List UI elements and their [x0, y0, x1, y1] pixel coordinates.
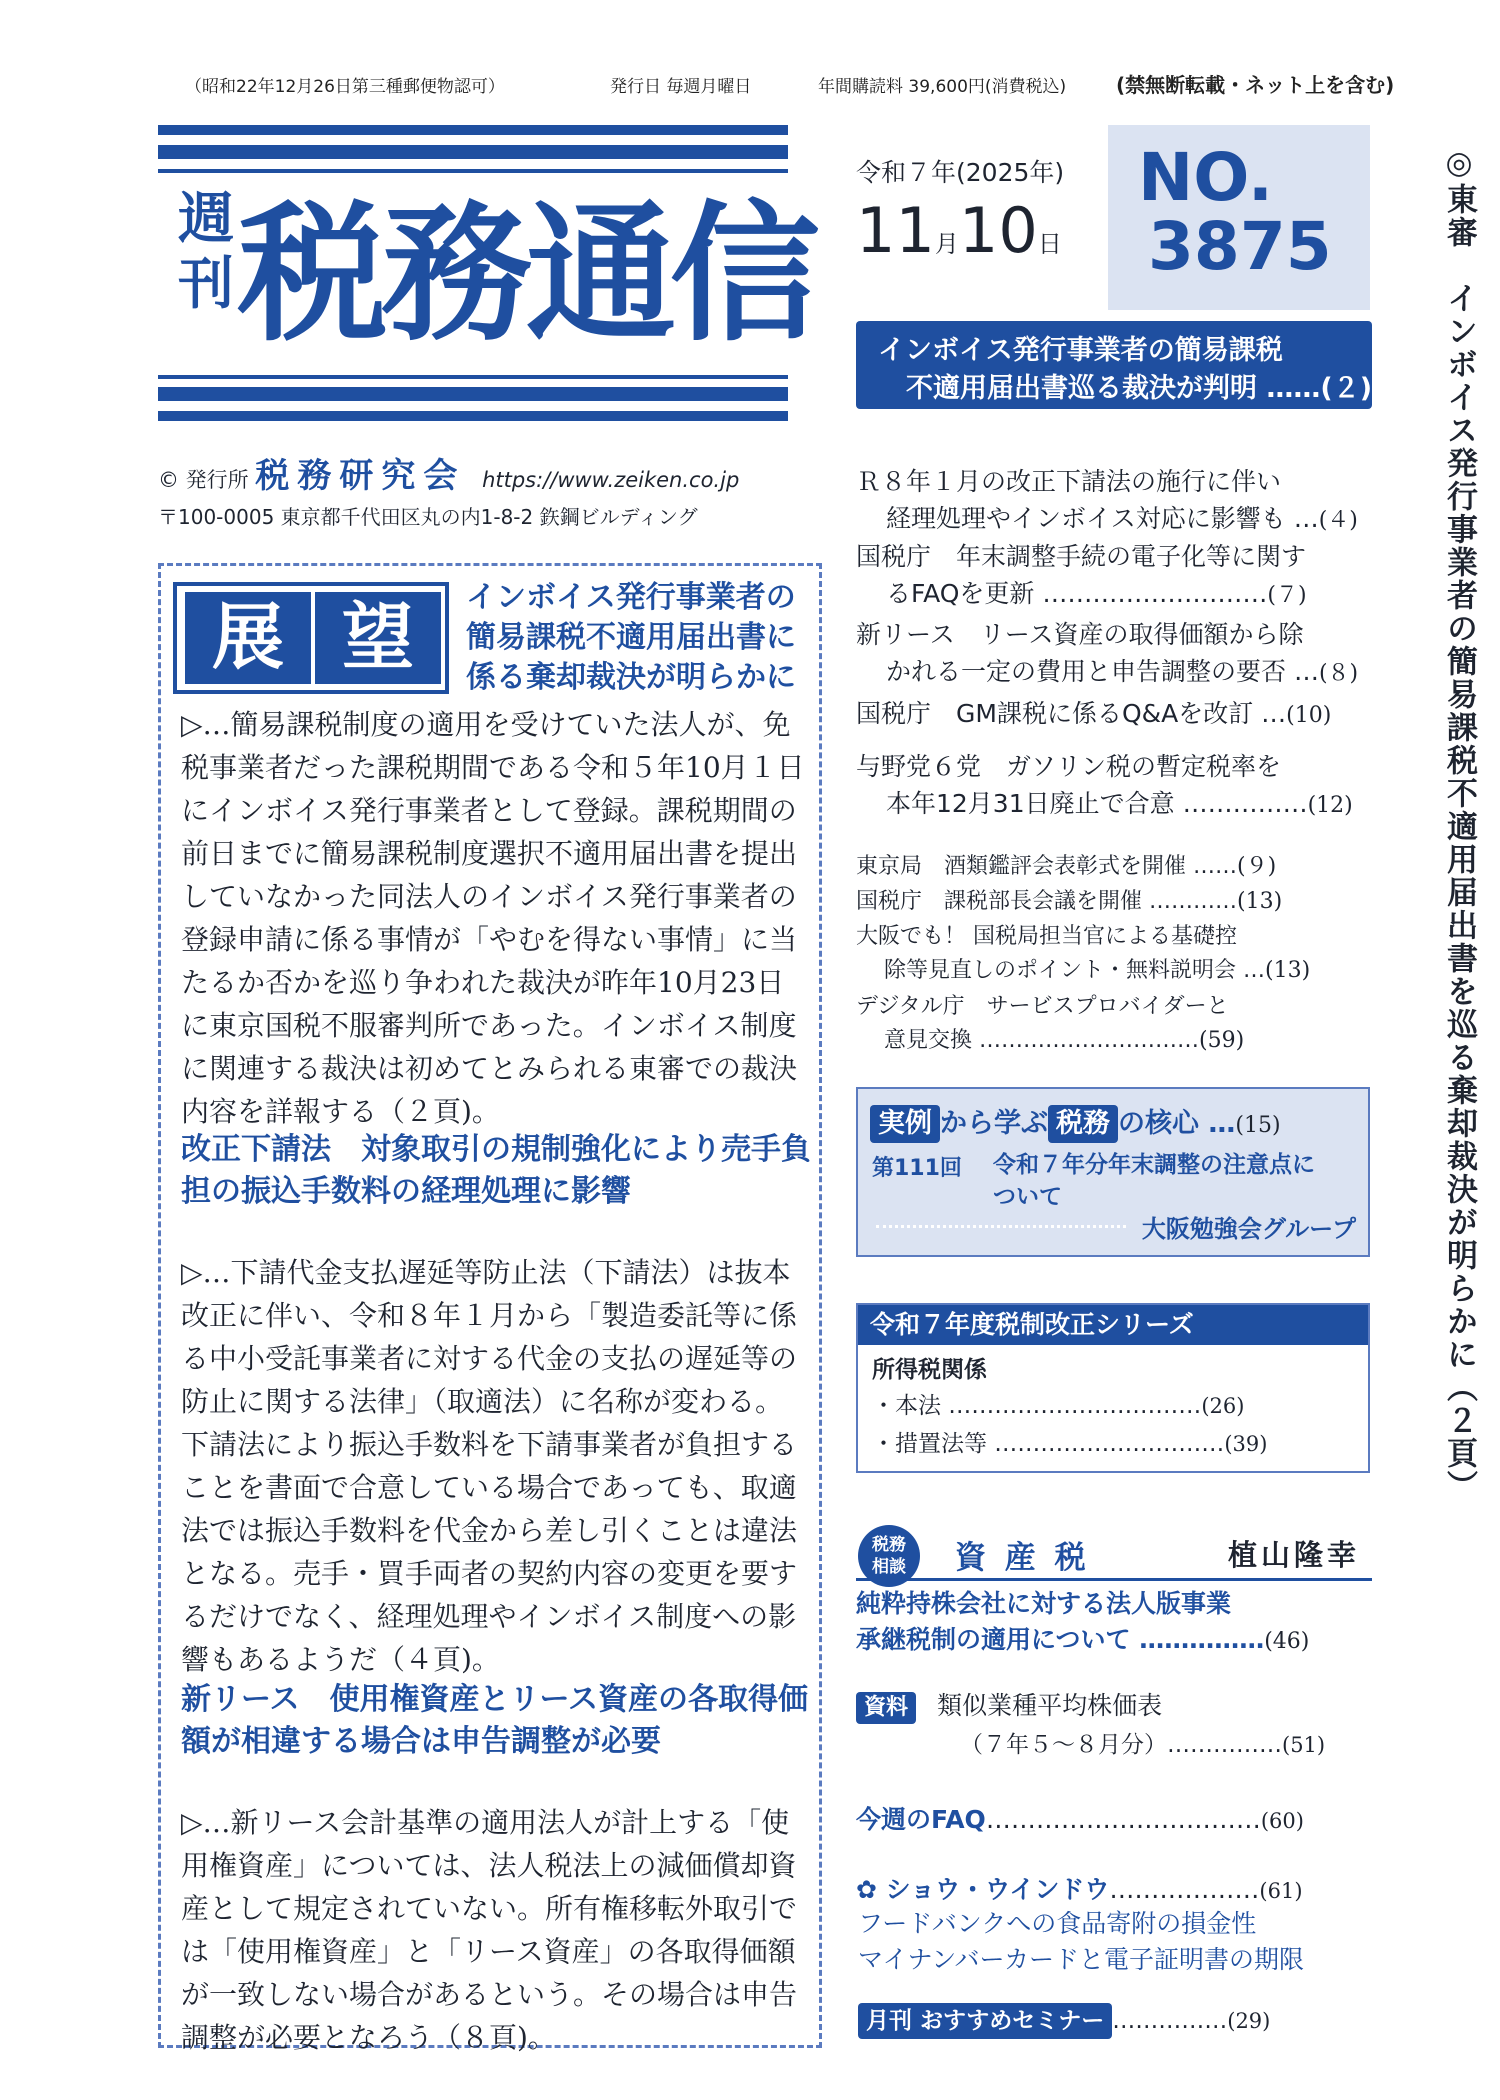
cover-headline-line2: 不適用届出書巡る裁決が判明 ……(２) [906, 373, 1373, 404]
case-author: 大阪勉強会グループ [1141, 1215, 1356, 1243]
lead-article-title[interactable]: インボイス発行事業者の簡易課税不適用届出書に係る棄却裁決が明らかに [466, 580, 796, 695]
article3-body: ▷…新リース会計基準の適用法人が計上する「使用権資産」については、法人税法上の減価償却資産として規定されていない。所有権移転外取引では「使用権資産」と「リース資産」の各取得価額が一致しない場合があるという。その場合は申告調整が必要となろう（８頁)。 [181, 1806, 798, 2054]
toc-small-line2: 意見交換 ………………………… [884, 1028, 1199, 1053]
masthead-title: 税務通信 [238, 188, 815, 362]
toc-item-line1: 与野党６党 ガソリン税の暫定税率を [856, 752, 1282, 781]
show-window-line1: フードバンクへの食品寄附の損金性 [858, 1909, 1257, 1938]
toc-item[interactable] [856, 616, 1358, 692]
materials-title: 類似業種平均株価表 [937, 1691, 1163, 1720]
case-tag-zeimu: 税務 [1048, 1105, 1118, 1143]
show-window-topics [858, 1906, 1304, 1978]
show-window-dots: ……………… [1109, 1875, 1260, 1904]
toc-small-item[interactable] [856, 885, 1282, 919]
tenbo-char-1: 展 [185, 592, 311, 684]
day-unit: 日 [1037, 230, 1062, 258]
lead-article-body: ▷…簡易課税制度の適用を受けていた法人が、免税事業者だった課税期間である令和５年10月１日にインボイス発行事業者として登録。課税期間の前日までに簡易課税制度選択不適用届出書を提出していなかった同法人のインボイス発行事業者の登録申請に係る事情が「やむを得ない事情」に当たるか否かを巡り争われた裁決が昨年10月23日に東京国税不服審判所であった。インボイス制度に関連する裁決は初めてとみられる東審での裁決内容を詳報する（２頁)。 [181, 708, 805, 1128]
materials-page: (51) [1282, 1733, 1326, 1757]
publisher-prefix: © 発行所 [158, 468, 249, 492]
toc-item[interactable] [856, 748, 1353, 824]
tax-reform-series-box[interactable] [856, 1303, 1370, 1473]
publish-day: 発行日 毎週月曜日 [610, 77, 752, 97]
show-window-line2: マイナンバーカードと電子証明書の期限 [858, 1945, 1305, 1974]
toc-item-line2: 本年12月31日廃止で合意 …………… [886, 789, 1308, 818]
reform-category: 所得税関係 [872, 1357, 987, 1383]
toc-item-page: (７) [1267, 583, 1307, 608]
case-mid2: の核心 … [1118, 1108, 1236, 1139]
seminar-item[interactable] [858, 2003, 1270, 2039]
consult-article[interactable] [856, 1586, 1309, 1660]
materials-sub [960, 1726, 1325, 1759]
toc-small-item[interactable] [856, 920, 1310, 988]
toc-small-line1: 東京局 酒類鑑評会表彰式を開催 …… [856, 854, 1237, 879]
publisher-name: 税務研究会 [255, 456, 466, 496]
seminar-dots: …………… [1112, 2008, 1228, 2034]
toc-small-item[interactable] [856, 850, 1276, 884]
consult-author: 植山隆幸 [1228, 1538, 1361, 1572]
publisher-url[interactable]: https://www.zeiken.co.jp [482, 468, 740, 492]
vertical-headline: ◎東審 インボイス発行事業者の簡易課税不適用届出書を巡る棄却裁決が明らかに（２頁） [1441, 145, 1477, 1503]
cover-headline-box[interactable] [856, 321, 1372, 409]
faq-dots: …………………………… [985, 1805, 1261, 1834]
postal-permit: （昭和22年12月26日第三種郵便物認可） [185, 77, 505, 97]
faq-title: 今週のFAQ [856, 1805, 986, 1834]
toc-small-page: (59) [1199, 1028, 1245, 1053]
reform-item-1[interactable] [872, 1387, 1244, 1420]
toc-item-line1: 国税庁 年末調整手続の電子化等に関す [856, 542, 1307, 571]
toc-item-page: (８) [1318, 661, 1359, 686]
masthead [158, 125, 815, 427]
consult-page: (46) [1264, 1629, 1310, 1654]
issue-number: 3875 [1148, 208, 1332, 285]
subscription-fee: 年間購読料 39,600円(消費税込) [818, 77, 1067, 97]
materials-item[interactable] [856, 1686, 1162, 1724]
consult-title-line1: 純粋持株会社に対する法人版事業 [856, 1589, 1232, 1618]
tenbo-char-2: 望 [315, 592, 441, 684]
publisher-address: 〒100-0005 東京都千代田区丸の内1-8-2 鉃鋼ビルディング [158, 505, 698, 529]
case-page: (15) [1235, 1113, 1281, 1138]
reform-item-1-page: (26) [1201, 1394, 1245, 1418]
toc-item-line1: 国税庁 GM課税に係るQ&Aを改訂 … [856, 699, 1287, 728]
seminar-tag: 月刊 [866, 2008, 912, 2034]
toc-item-page: (10) [1286, 703, 1332, 728]
show-window-item[interactable] [856, 1870, 1303, 1906]
faq-item[interactable] [856, 1800, 1304, 1836]
month-unit: 月 [934, 230, 959, 258]
consult-topic: 資 産 税 [955, 1540, 1090, 1576]
show-window-title: ✿ ショウ・ウインドウ [856, 1875, 1110, 1904]
reform-header: 令和７年度税制改正シリーズ [858, 1305, 1368, 1345]
consult-rule [856, 1578, 1372, 1581]
materials-sub-text: （７年５～８月分）…………… [960, 1732, 1282, 1758]
masthead-weekly-2: 刊 [178, 252, 234, 317]
badge-line2: 相談 [872, 1557, 906, 1577]
tenbo-label [173, 582, 449, 694]
toc-item-line2: るFAQを更新 ……………………… [886, 579, 1268, 608]
toc-small-line1: 大阪でも！ 国税局担当官による基礎控 [856, 924, 1237, 949]
toc-small-page: (13) [1265, 958, 1311, 983]
toc-item[interactable] [856, 538, 1307, 614]
case-mid1: から学ぶ [940, 1108, 1048, 1139]
issue-no-label: NO. [1138, 139, 1273, 216]
toc-item-page: (４) [1318, 508, 1358, 533]
toc-small-line2: 除等見直しのポイント・無料説明会 … [884, 958, 1265, 983]
feature-panel [158, 563, 822, 2054]
seminar-page: (29) [1227, 2009, 1271, 2033]
reform-item-2-page: (39) [1224, 1432, 1268, 1456]
cover-headline-line1: インボイス発行事業者の簡易課税 [878, 335, 1283, 366]
article3-title[interactable]: 新リース 使用権資産とリース資産の各取得価額が相違する場合は申告調整が必要 [181, 1682, 808, 1759]
consult-title-line2: 承継税制の適用について …………… [856, 1625, 1265, 1654]
reform-item-1-label: ・本法 …………………………… [872, 1393, 1202, 1419]
case-study-box[interactable] [856, 1087, 1370, 1257]
article2-title[interactable]: 改正下請法 対象取引の規制強化により売手負担の振込手数料の経理処理に影響 [181, 1132, 811, 1209]
publisher-line [158, 448, 739, 497]
issue-day: 10 [958, 194, 1038, 267]
reform-item-2[interactable] [872, 1425, 1267, 1458]
case-title-line1: 令和７年分年末調整の注意点に [993, 1152, 1315, 1178]
toc-item[interactable] [856, 463, 1358, 539]
toc-item-line2: 経理処理やインボイス対応に影響も … [886, 504, 1319, 533]
issue-month: 11 [856, 194, 935, 267]
toc-item-page: (12) [1307, 793, 1353, 818]
masthead-weekly-1: 週 [178, 187, 234, 252]
toc-small-line1: 国税庁 課税部長会議を開催 ………… [856, 889, 1237, 914]
toc-item-line1: 新リース リース資産の取得価額から除 [856, 620, 1304, 649]
toc-small-item[interactable] [856, 990, 1244, 1058]
toc-item-line2: かれる一定の費用と申告調整の要否 … [886, 657, 1319, 686]
article2-body: ▷…下請代金支払遅延等防止法（下請法）は抜本改正に伴い、令和８年１月から「製造委託等に係る中小受託事業者に対する代金の支払の遅延等の防止に関する法律」（取適法）に名称が変わる。下請法により振込手数料を下請事業者が負担することを書面で合意している場合であっても、取適法では振込手数料を代金から差し引くことは違法となる。売手・買手両者の契約内容の変更を要するだけでなく、経理処理やインボイス制度への影響もあるようだ（４頁)。 [181, 1256, 798, 1676]
show-window-page: (61) [1259, 1879, 1303, 1903]
faq-page: (60) [1260, 1809, 1304, 1833]
toc-small-page: (９) [1237, 854, 1277, 879]
case-title-line2: ついて [993, 1184, 1062, 1210]
copyright-note: (禁無断転載・ネット上を含む) [1116, 73, 1395, 97]
toc-small-page: (13) [1237, 889, 1283, 914]
case-episode: 第111回 [872, 1156, 962, 1181]
issue-number-box [1108, 125, 1370, 310]
seminar-title: おすすめセミナー [920, 2008, 1105, 2034]
toc-small-line1: デジタル庁 サービスプロバイダーと [856, 994, 1229, 1019]
issue-date [856, 158, 1064, 267]
toc-item[interactable] [856, 695, 1331, 734]
case-tag-jitsurei: 実例 [870, 1105, 940, 1143]
reform-item-2-label: ・措置法等 ………………………… [872, 1431, 1225, 1457]
toc-item-line1: Ｒ８年１月の改正下請法の施行に伴い [856, 467, 1282, 496]
era-year: 令和７年(2025年) [856, 158, 1065, 187]
materials-tag: 資料 [856, 1692, 916, 1724]
badge-line1: 税務 [872, 1535, 906, 1555]
